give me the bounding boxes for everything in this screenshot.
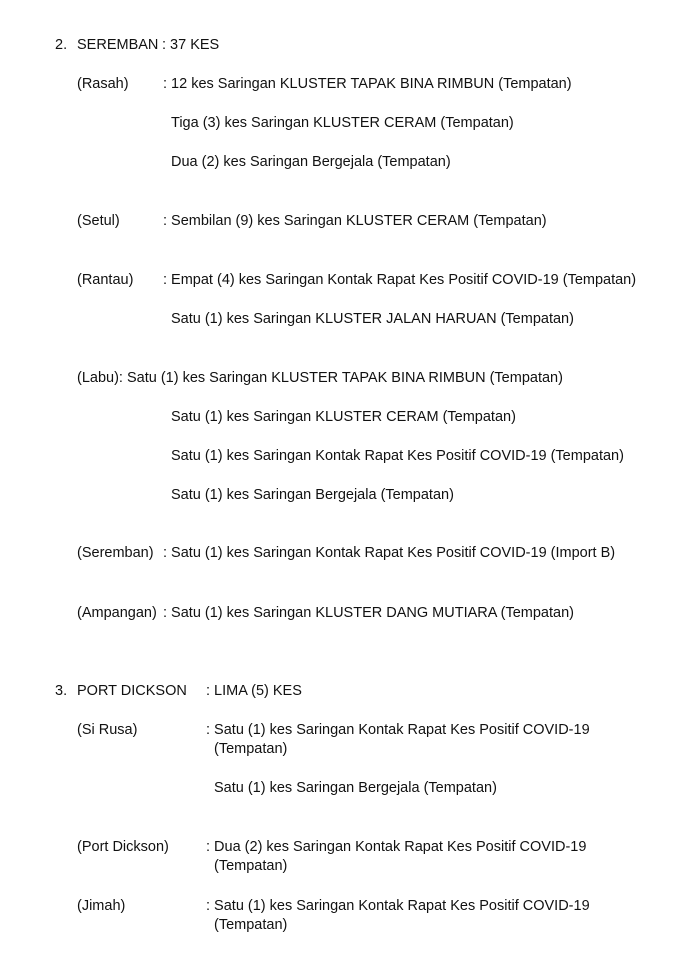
area-name-rasah: (Rasah) [77, 76, 129, 92]
case-line: Satu (1) kes Saringan Bergejala (Tempatan) [214, 780, 497, 796]
case-line: : Satu (1) kes Saringan Kontak Rapat Kes Positif COVID-19 (Import B) [163, 545, 616, 561]
area-name-labu: (Labu): Satu (1) kes Saringan KLUSTER TAPAK BINA RIMBUN (Tempatan) [77, 370, 563, 386]
district-name: PORT DICKSON [77, 683, 187, 699]
area-name-seremban: (Seremban) [77, 545, 154, 561]
area-name-si-rusa: (Si Rusa) [77, 722, 138, 738]
case-line: Satu (1) kes Saringan KLUSTER JALAN HARUAN (Tempatan) [171, 311, 574, 327]
case-line: Satu (1) kes Saringan Kontak Rapat Kes Positif COVID-19 (Tempatan) [171, 448, 624, 464]
area-name-jimah: (Jimah) [77, 898, 126, 914]
area-name-rantau: (Rantau) [77, 272, 134, 288]
case-line-continuation: (Tempatan) [214, 858, 288, 874]
case-line: Satu (1) kes Saringan KLUSTER CERAM (Tempatan) [171, 409, 516, 425]
area-name-port-dickson: (Port Dickson) [77, 839, 169, 855]
case-line: Dua (2) kes Saringan Bergejala (Tempatan) [171, 154, 451, 170]
district-total: : 37 KES [162, 37, 220, 53]
case-line: : Satu (1) kes Saringan Kontak Rapat Kes Positif COVID-19 [206, 722, 590, 738]
section-number: 2. [55, 37, 68, 53]
area-name-ampangan: (Ampangan) [77, 605, 157, 621]
district-total: : LIMA (5) KES [206, 683, 302, 699]
case-line-continuation: (Tempatan) [214, 917, 288, 933]
case-line: Tiga (3) kes Saringan KLUSTER CERAM (Tempatan) [171, 115, 514, 131]
case-line: : 12 kes Saringan KLUSTER TAPAK BINA RIMBUN (Tempatan) [163, 76, 572, 92]
case-line: : Satu (1) kes Saringan Kontak Rapat Kes Positif COVID-19 [206, 898, 590, 914]
case-line-continuation: (Tempatan) [214, 741, 288, 757]
case-line: : Empat (4) kes Saringan Kontak Rapat Kes Positif COVID-19 (Tempatan) [163, 272, 637, 288]
area-name-setul: (Setul) [77, 213, 120, 229]
case-line: : Satu (1) kes Saringan KLUSTER DANG MUTIARA (Tempatan) [163, 605, 574, 621]
case-line: : Sembilan (9) kes Saringan KLUSTER CERAM (Tempatan) [163, 213, 547, 229]
case-line: : Dua (2) kes Saringan Kontak Rapat Kes Positif COVID-19 [206, 839, 587, 855]
section-number: 3. [55, 683, 68, 699]
district-name: SEREMBAN [77, 37, 159, 53]
case-line: Satu (1) kes Saringan Bergejala (Tempatan) [171, 487, 454, 503]
